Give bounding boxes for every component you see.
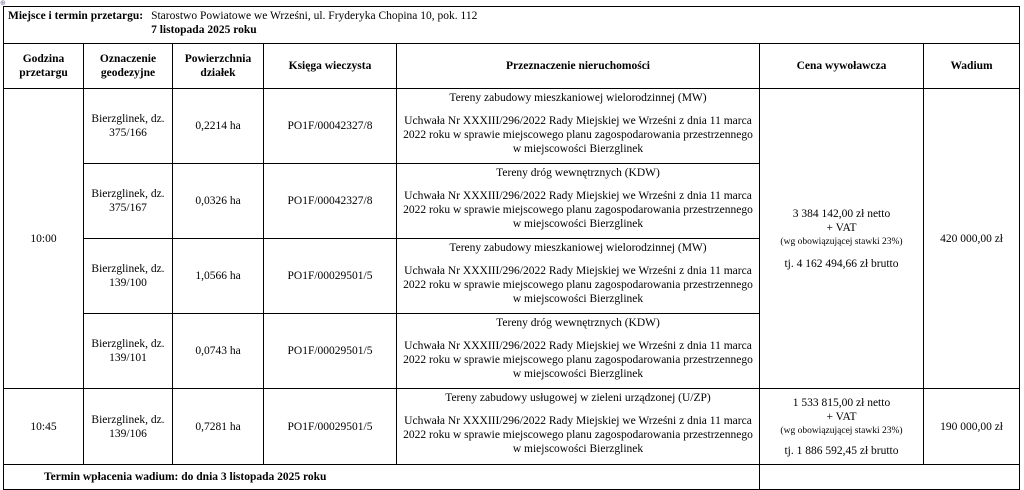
deposit-cell: 190 000,00 zł (924, 389, 1020, 465)
purpose-cell (397, 89, 760, 164)
purpose-title: Tereny zabudowy mieszkaniowej wielorodzinnej (MW) (449, 92, 707, 104)
purpose-cell (397, 239, 760, 314)
deposit-cell: 420 000,00 zł (924, 89, 1020, 389)
footer-row (4, 465, 1020, 490)
auction-notice-table (3, 6, 1019, 490)
purpose-resolution: Uchwała Nr XXXIII/296/2022 Rady Miejskiej we Wrześni z dnia 11 marca 2022 roku w sprawie miejscowego planu zagospodarowania przestrzennego w miejscowości Bierzglinek (403, 340, 753, 380)
register-cell: PO1F/00042327/8 (264, 89, 397, 164)
place-row (4, 7, 1020, 44)
price-netto: 3 384 142,00 zł netto (792, 207, 891, 220)
parcel-cell: Bierzglinek, dz. 139/101 (84, 314, 173, 389)
deposit-deadline: Termin wpłacenia wadium: do dnia 3 listopada 2025 roku (44, 471, 327, 483)
price-vat: + VAT (826, 410, 857, 423)
auction-date: 7 listopada 2025 roku (151, 24, 257, 36)
register-cell: PO1F/00029501/5 (264, 239, 397, 314)
place-cell (4, 7, 1020, 44)
header-price: Cena wywoławcza (760, 44, 924, 89)
purpose-resolution: Uchwała Nr XXXIII/296/2022 Rady Miejskiej we Wrześni z dnia 11 marca 2022 roku w sprawie miejscowego planu zagospodarowania przestrzennego w miejscowości Bierzglinek (403, 415, 753, 455)
parcel-cell: Bierzglinek, dz. 375/166 (84, 89, 173, 164)
deposit-deadline-cell (4, 465, 760, 490)
purpose-resolution: Uchwała Nr XXXIII/296/2022 Rady Miejskiej we Wrześni z dnia 11 marca 2022 roku w sprawie miejscowego planu zagospodarowania przestrzennego w miejscowości Bierzglinek (403, 265, 753, 305)
purpose-cell (397, 389, 760, 465)
purpose-title: Tereny dróg wewnętrznych (KDW) (496, 167, 660, 179)
price-rate-note: (wg obowiązującej stawki 23%) (780, 425, 903, 436)
header-purpose: Przeznaczenie nieruchomości (397, 44, 760, 89)
purpose-resolution: Uchwała Nr XXXIII/296/2022 Rady Miejskiej we Wrześni z dnia 11 marca 2022 roku w sprawie miejscowego planu zagospodarowania przestrzennego w miejscowości Bierzglinek (403, 115, 753, 155)
hour-cell: 10:00 (4, 89, 84, 389)
table-move-handle-icon[interactable]: ⊕ (0, 0, 6, 7)
header-register: Księga wieczysta (264, 44, 397, 89)
place-address: Starostwo Powiatowe we Wrześni, ul. Fryderyka Chopina 10, pok. 112 (151, 10, 478, 22)
purpose-title: Tereny zabudowy mieszkaniowej wielorodzinnej (MW) (449, 242, 707, 254)
area-cell: 0,2214 ha (173, 89, 264, 164)
register-cell: PO1F/00029501/5 (264, 389, 397, 465)
purpose-cell (397, 164, 760, 239)
area-cell: 0,0743 ha (173, 314, 264, 389)
header-deposit: Wadium (924, 44, 1020, 89)
hour-cell: 10:45 (4, 389, 84, 465)
area-cell: 1,0566 ha (173, 239, 264, 314)
price-vat: + VAT (826, 221, 857, 234)
area-cell: 0,0326 ha (173, 164, 264, 239)
header-area: Powierzchnia działek (173, 44, 264, 89)
footer-empty-cell (760, 465, 1020, 490)
register-cell: PO1F/00042327/8 (264, 164, 397, 239)
register-cell: PO1F/00029501/5 (264, 314, 397, 389)
price-brutto: tj. 4 162 494,66 zł brutto (784, 257, 899, 270)
header-row (4, 44, 1020, 89)
parcel-cell: Bierzglinek, dz. 139/100 (84, 239, 173, 314)
table-row (4, 89, 1020, 164)
purpose-title: Tereny dróg wewnętrznych (KDW) (496, 317, 660, 329)
price-netto: 1 533 815,00 zł netto (792, 396, 891, 409)
parcel-cell: Bierzglinek, dz. 139/106 (84, 389, 173, 465)
purpose-title: Tereny zabudowy usługowej w zieleni urządzonej (U/ZP) (445, 392, 711, 404)
header-parcel: Oznaczenie geodezyjne (84, 44, 173, 89)
purpose-resolution: Uchwała Nr XXXIII/296/2022 Rady Miejskiej we Wrześni z dnia 11 marca 2022 roku w sprawie miejscowego planu zagospodarowania przestrzennego w miejscowości Bierzglinek (403, 190, 753, 230)
area-cell: 0,7281 ha (173, 389, 264, 465)
purpose-cell (397, 314, 760, 389)
parcel-cell: Bierzglinek, dz. 375/167 (84, 164, 173, 239)
price-cell (760, 389, 924, 465)
table-row (4, 389, 1020, 465)
price-cell (760, 89, 924, 389)
place-label: Miejsce i termin przetargu: (8, 10, 144, 22)
header-hour: Godzina przetargu (4, 44, 84, 89)
price-brutto: tj. 1 886 592,45 zł brutto (784, 444, 899, 457)
price-rate-note: (wg obowiązującej stawki 23%) (780, 236, 903, 247)
